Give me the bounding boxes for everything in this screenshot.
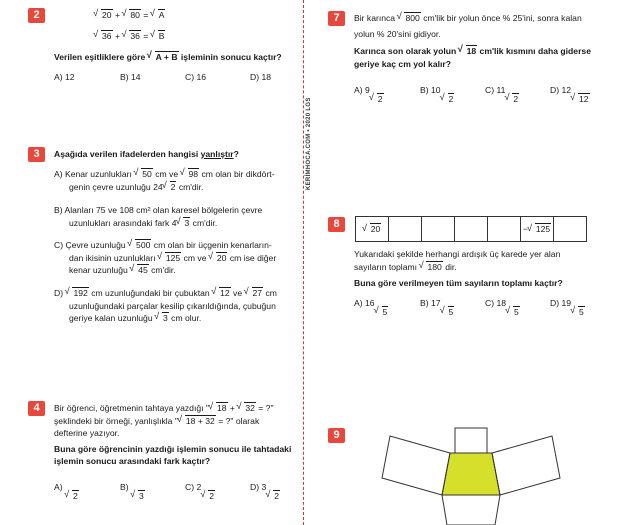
question-number-3: 3 bbox=[28, 147, 45, 162]
q2-option-b[interactable]: B) 14 bbox=[120, 72, 141, 82]
q2-option-c[interactable]: C) 16 bbox=[185, 72, 207, 82]
q4-body: Bir öğrenci, öğretmenin tahtaya yazdığı "√ 18 + √ 32 = ?" şeklindeki bir örneği, yanlışlıkla "√ 18 + 32 = ?" olarak defterine yazıyor. Buna göre öğrencinin yazdığı işlemin sonucu ile tahtadaki işlemin sonucu arasındaki fark kaçtır? bbox=[54, 402, 302, 468]
q9-trapezoid bbox=[442, 453, 500, 495]
q8-cell-1: √ 20 bbox=[355, 216, 389, 242]
question-number-8: 8 bbox=[328, 217, 345, 232]
q7-option-b[interactable]: B) 10 2 bbox=[420, 85, 454, 104]
q8-option-b[interactable]: B) 17 5 bbox=[420, 298, 454, 317]
q8-cell-7 bbox=[553, 216, 587, 242]
q2-option-a[interactable]: A) 12 bbox=[54, 72, 75, 82]
q2-question: Verilen eşitliklere göre √ A + B işleminin sonucu kaçtır? bbox=[54, 51, 282, 64]
q9-right-square bbox=[492, 436, 560, 495]
q8-option-a[interactable]: A) 16 5 bbox=[354, 298, 388, 317]
question-number-7: 7 bbox=[328, 11, 345, 26]
q2-equation-1: √ 20 + √ 80 = √ A bbox=[94, 9, 165, 22]
q4-option-c[interactable]: C) 2 2 bbox=[185, 482, 215, 501]
q8-cell-2 bbox=[388, 216, 422, 242]
q9-figure bbox=[370, 420, 600, 525]
column-divider bbox=[303, 0, 305, 525]
side-watermark: KERİMHOCA.COM • 2020 LGS bbox=[306, 97, 312, 190]
q4-option-a[interactable]: A) 2 bbox=[54, 482, 78, 501]
q3-option-c[interactable]: C) Çevre uzunluğu √ 500 cm olan bir üçgenin kenarların- dan ikisinin uzunlukları √ 125 cm ve √ 20 cm ise diğer kenar uzunluğu √ 45 cm'dir. bbox=[54, 239, 299, 277]
question-number-9: 9 bbox=[328, 428, 345, 443]
q8-cell-4 bbox=[454, 216, 488, 242]
q2-option-d[interactable]: D) 18 bbox=[250, 72, 272, 82]
q8-cell-3 bbox=[421, 216, 455, 242]
q8-body: Yukarıdaki şekilde herhangi ardışık üç karede yer alan sayıların toplamı √ 180 dir. Buna göre verilmeyen tüm sayıların toplamı kaçtır? bbox=[354, 248, 619, 290]
q4-option-b[interactable]: B) 3 bbox=[120, 482, 144, 501]
q4-option-d[interactable]: D) 3 2 bbox=[250, 482, 280, 501]
q8-cell-6: − √ 125 bbox=[520, 216, 554, 242]
q8-option-c[interactable]: C) 18 5 bbox=[485, 298, 519, 317]
q3-option-b[interactable]: B) Alanları 75 ve 108 cm² olan karesel bölgelerin çevre uzunlukları arasındaki fark 4√ 3 cm'dir. bbox=[54, 204, 299, 229]
q8-number-strip bbox=[356, 216, 587, 242]
q3-option-a[interactable]: A) Kenar uzunlukları √ 50 cm ve √ 98 cm olan bir dikdört- genin çevre uzunluğu 24√ 2 cm'dir. bbox=[54, 168, 299, 193]
q9-top-square bbox=[455, 428, 487, 453]
q9-left-square bbox=[382, 436, 450, 495]
question-number-2: 2 bbox=[28, 8, 45, 23]
question-number-4: 4 bbox=[28, 401, 45, 416]
q2-equation-2: √ 36 + √ 36 = √ B bbox=[94, 30, 165, 43]
q9-bottom-square bbox=[442, 495, 500, 525]
q8-option-d[interactable]: D) 19 5 bbox=[550, 298, 584, 317]
q7-option-c[interactable]: C) 11 2 bbox=[485, 85, 519, 104]
q8-cell-5 bbox=[487, 216, 521, 242]
q3-question: Aşağıda verilen ifadelerden hangisi yanlıştır? bbox=[54, 149, 239, 159]
q7-option-d[interactable]: D) 12 12 bbox=[550, 85, 589, 104]
q7-body: Bir karınca √ 800 cm'lik bir yolun önce % 25'ini, sonra kalan yolun % 20'sini gidiyor. Karınca son olarak yolun √ 18 cm'lik kısmını daha giderse geriye kaç cm yol kalır? bbox=[354, 12, 619, 70]
q3-option-d[interactable]: D) √ 192 cm uzunluğundaki bir çubuktan √ 12 ve √ 27 cm uzunluğundaki parçalar kesilip çıkarıldığında, çubuğun geriye kalan uzunluğu √ 3 cm olur. bbox=[54, 287, 299, 325]
q7-option-a[interactable]: A) 9 2 bbox=[354, 85, 383, 104]
